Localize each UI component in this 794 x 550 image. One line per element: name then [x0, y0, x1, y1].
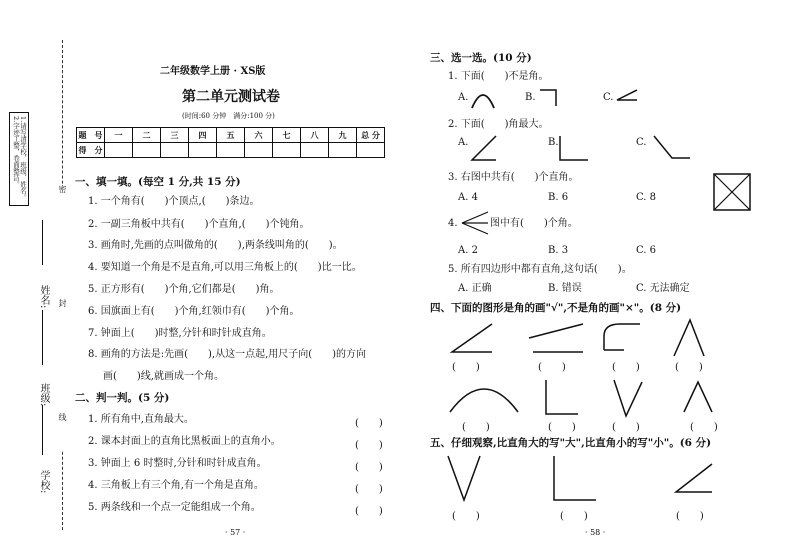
page-number-left: · 57 · [225, 528, 246, 537]
fill-line-top [42, 220, 43, 265]
fill-item-1: 1. 一个角有( )个顶点,( )条边。 [88, 196, 260, 207]
s5-answer-2[interactable]: ( ) [560, 511, 588, 522]
q1-option-a[interactable]: A. [458, 92, 469, 103]
s4-answer-1[interactable]: ( ) [452, 362, 480, 373]
page-number-right: · 58 · [585, 528, 606, 537]
score-cell[interactable] [105, 143, 133, 158]
q5-option-b[interactable]: B. 错误 [548, 283, 582, 294]
s4-answer-4[interactable]: ( ) [675, 362, 703, 373]
s4-figure-3 [600, 320, 642, 354]
school-label: 学校: [38, 470, 49, 494]
s4-answer-8[interactable]: ( ) [690, 422, 718, 433]
score-cell[interactable] [189, 143, 217, 158]
q3-option-b[interactable]: B. 6 [548, 192, 569, 203]
score-header-cell: 二 [133, 128, 161, 143]
choice-q3: 3. 右图中共有( )个直角。 [448, 172, 579, 183]
s4-figure-6 [544, 378, 580, 416]
score-cell[interactable] [357, 143, 385, 158]
s4-figure-4 [672, 318, 706, 358]
score-header-cell: 七 [273, 128, 301, 143]
score-header-cell: 四 [189, 128, 217, 143]
q1-arc-figure [470, 88, 496, 110]
judge-answer-1[interactable]: ( ) [355, 418, 383, 429]
q2-option-c[interactable]: C. [636, 137, 647, 148]
s4-answer-6[interactable]: ( ) [548, 422, 576, 433]
s5-figure-3 [674, 462, 714, 494]
q2-option-a[interactable]: A. [458, 137, 469, 148]
s4-answer-5[interactable]: ( ) [462, 422, 490, 433]
fill-item-3: 3. 画角时,先画的点叫做角的( ),两条线叫角的( )。 [88, 240, 343, 251]
s4-answer-7[interactable]: ( ) [612, 422, 640, 433]
score-header-cell: 一 [105, 128, 133, 143]
judge-answer-3[interactable]: ( ) [355, 462, 383, 473]
section1-title: 一、填一填。(每空 1 分,共 15 分) [75, 176, 241, 188]
s4-figure-2 [525, 322, 585, 354]
class-line [42, 405, 43, 455]
judge-item-4: 4. 三角板上有三个角,有一个角是直角。 [88, 480, 264, 491]
section2-title: 二、判一判。(5 分) [75, 392, 170, 404]
q1-right-angle-figure [538, 88, 558, 108]
q5-option-c[interactable]: C. 无法确定 [636, 283, 690, 294]
fill-item-8: 8. 画角的方法是:先画( ),从这一点起,用尺子向( )的方向 [88, 349, 367, 360]
score-cell[interactable] [245, 143, 273, 158]
s4-figure-7 [612, 378, 644, 418]
q5-option-a[interactable]: A. 正确 [458, 283, 492, 294]
choice-q4: 图中有( )个角。 [490, 218, 578, 229]
q4-option-c[interactable]: C. 6 [636, 245, 657, 256]
score-header-cell: 八 [301, 128, 329, 143]
score-cell[interactable] [133, 143, 161, 158]
score-cell[interactable] [273, 143, 301, 158]
judge-answer-5[interactable]: ( ) [355, 506, 383, 517]
score-cell[interactable] [301, 143, 329, 158]
s4-figure-5 [448, 380, 520, 414]
q4-ray-figure [460, 210, 490, 236]
name-line [42, 310, 43, 365]
score-cell[interactable] [329, 143, 357, 158]
q1-option-b[interactable]: B. [525, 92, 536, 103]
fill-item-5: 5. 正方形有( )个角,它们都是( )角。 [88, 284, 280, 295]
q4-option-a[interactable]: A. 2 [458, 245, 478, 256]
fill-item-4: 4. 要知道一个角是不是直角,可以用三角板上的( )比一比。 [88, 262, 362, 273]
q3-option-a[interactable]: A. 4 [458, 192, 478, 203]
section3-title: 三、选一选。(10 分) [430, 52, 532, 64]
s5-figure-2 [552, 454, 598, 502]
s4-figure-8 [682, 380, 714, 414]
s5-figure-1 [446, 454, 482, 502]
class-label: 班级: [38, 383, 49, 407]
score-header-cell: 题 号 [77, 128, 105, 143]
score-row-label: 得 分 [77, 143, 105, 158]
score-cell[interactable] [217, 143, 245, 158]
score-header-cell: 九 [329, 128, 357, 143]
score-header-row [77, 128, 385, 143]
s4-answer-3[interactable]: ( ) [612, 362, 640, 373]
judge-answer-4[interactable]: ( ) [355, 484, 383, 495]
choice-q2: 2. 下面( )角最大。 [448, 119, 549, 130]
q1-acute-angle-figure [615, 88, 639, 104]
s4-answer-2[interactable]: ( ) [538, 362, 566, 373]
fill-item-8-cont: 画( )线,就画成一个角。 [103, 371, 224, 382]
notice-text: 1.请写清学校、班级、姓名。2.字迹工整，卷面整洁。 [12, 116, 27, 201]
fill-item-7: 7. 钟面上( )时整,分针和时针成直角。 [88, 328, 272, 339]
judge-item-2: 2. 课本封面上的直角比黑板面上的直角小。 [88, 436, 281, 447]
section5-title: 五、仔细观察,比直角大的写"大",比直角小的写"小"。(6 分) [430, 437, 712, 449]
q2-obtuse-angle-figure [652, 134, 692, 162]
choice-q4-number: 4. [448, 218, 458, 229]
score-header-cell: 五 [217, 128, 245, 143]
s5-answer-3[interactable]: ( ) [676, 511, 704, 522]
judge-answer-2[interactable]: ( ) [355, 440, 383, 451]
score-header-cell: 六 [245, 128, 273, 143]
fill-item-2: 2. 一副三角板中共有( )个直角,( )个钝角。 [88, 219, 310, 230]
q2-option-b[interactable]: B. [548, 137, 559, 148]
q4-option-b[interactable]: B. 3 [548, 245, 569, 256]
book-title: 二年级数学上册 · XS版 [160, 66, 266, 77]
section4-title: 四、下面的图形是角的画"√",不是角的画"×"。(8 分) [430, 302, 682, 314]
q3-option-c[interactable]: C. 8 [636, 192, 657, 203]
choice-q1: 1. 下面( )不是角。 [448, 71, 549, 82]
q1-option-c[interactable]: C. [603, 92, 614, 103]
time-info: (时间:60 分钟 满分:100 分) [182, 112, 275, 120]
score-header-cell: 三 [161, 128, 189, 143]
score-table [76, 127, 385, 158]
name-label: 姓名: [38, 285, 49, 309]
fill-item-6: 6. 国旗面上有( )个角,红领巾有( )个角。 [88, 306, 300, 317]
score-row [77, 143, 385, 158]
score-header-cell: 总 分 [357, 128, 385, 143]
score-cell[interactable] [161, 143, 189, 158]
judge-item-3: 3. 钟面上 6 时整时,分针和时针成直角。 [88, 458, 267, 469]
seal-label: 密 封 线 [58, 185, 67, 451]
q2-acute-angle-figure [470, 134, 498, 162]
s5-answer-1[interactable]: ( ) [452, 511, 480, 522]
judge-item-5: 5. 两条线和一个点一定能组成一个角。 [88, 502, 261, 513]
choice-q5: 5. 所有四边形中都有直角,这句话( )。 [448, 264, 632, 275]
q2-right-angle-figure [558, 134, 590, 162]
s4-figure-1 [450, 322, 494, 354]
q3-square-diagonals-figure [713, 173, 751, 211]
judge-item-1: 1. 所有角中,直角最大。 [88, 414, 194, 425]
page-title: 第二单元测试卷 [182, 89, 280, 105]
